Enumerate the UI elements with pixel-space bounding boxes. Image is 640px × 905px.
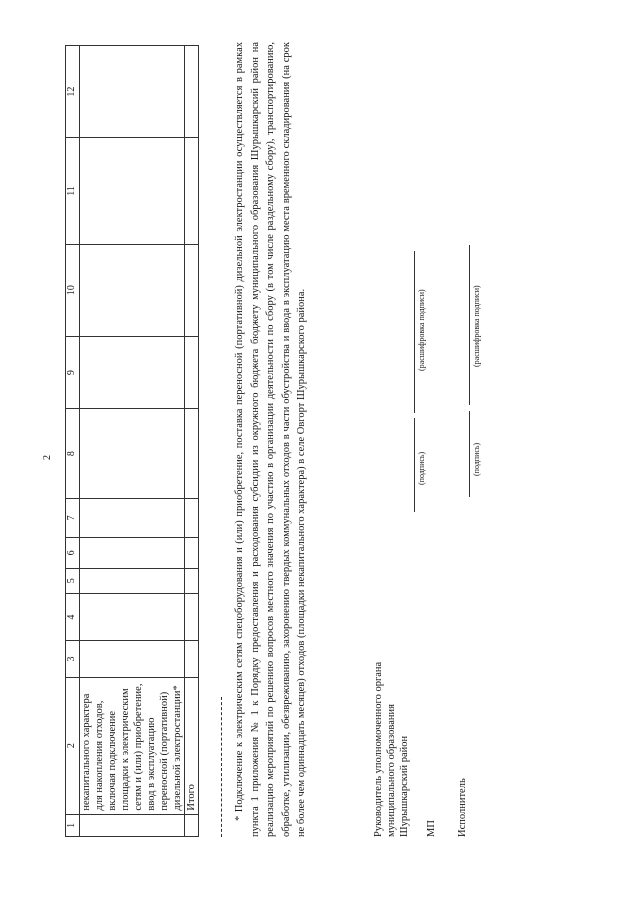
column-header: 1 [66, 814, 80, 836]
column-header: 12 [66, 46, 80, 138]
head-label-line: Руководитель уполномоченного органа [373, 661, 384, 837]
column-header: 7 [66, 498, 80, 537]
column-header: 3 [66, 641, 80, 677]
row-total-label: Итого [185, 677, 199, 814]
table-cell [80, 336, 185, 409]
footnote-text: * Подключение к электрическим сетям спецоборудования и (или) приобретение, поставка переносной (портативной) дизельной электростанции осуществляется в рамках пункта 1 приложения № 1 к Порядку предоставления и расходования субсидии из окружного бюджета бюджету муниципального образования Шурышкарский район на реализацию мероприятий по решению вопросов местного значения по участию в организации деятельности по сбору (в том числе раздельному сбору), транспортированию, обработке, утилизации, обезвреживанию, захоронению твердых коммунальных отходов в части обустройства и ввода в эксплуатацию места временного складирования (на срок не более чем одиннадцать месяцев) отходов (площадки некапитального характера) в селе Овгорт Шурышкарского района. [234, 42, 308, 837]
table-cell [185, 814, 199, 836]
table-cell [185, 641, 199, 677]
table-cell [80, 537, 185, 568]
footnote-separator [221, 697, 222, 837]
executor-transcript-line [469, 245, 470, 405]
table-cell [185, 498, 199, 537]
table-cell [185, 138, 199, 244]
table-cell [185, 593, 199, 641]
table-cell [185, 537, 199, 568]
column-header: 8 [66, 409, 80, 498]
head-label-line: муниципального образования [386, 704, 397, 837]
head-signature-label [372, 662, 411, 837]
head-label-line: Шурышкарский район [399, 735, 410, 837]
head-signature-caption: (подпись) [417, 451, 426, 485]
column-header: 11 [66, 138, 80, 244]
column-header: 5 [66, 568, 80, 593]
table-header-row [66, 46, 80, 837]
executor-transcript-caption: (расшифровка подписи) [472, 285, 481, 367]
row-description: некапитального характера для накопления отходов, включая подключение площадки к электрическим сетям и (или) приобретение, ввод в эксплуатацию переносной (портативной) дизельной электростанции* [80, 677, 185, 814]
table-cell [80, 641, 185, 677]
table-row-total [185, 46, 199, 837]
head-transcript-line [414, 251, 415, 413]
table-cell [80, 498, 185, 537]
column-header: 9 [66, 336, 80, 409]
executor-label: Исполнитель [457, 778, 468, 837]
head-transcript-caption: (расшифровка подписи) [417, 289, 426, 371]
head-signature-line [414, 418, 415, 512]
executor-signature-caption: (подпись) [472, 442, 481, 476]
table-row [80, 46, 185, 837]
column-header: 10 [66, 244, 80, 336]
table-cell [80, 568, 185, 593]
table-cell [80, 814, 185, 836]
executor-signature-line [469, 411, 470, 497]
table-cell [185, 409, 199, 498]
column-header: 6 [66, 537, 80, 568]
column-header: 2 [66, 677, 80, 814]
table-cell [185, 568, 199, 593]
table-cell [80, 593, 185, 641]
table-cell [185, 336, 199, 409]
table-cell [185, 46, 199, 138]
table-cell [80, 409, 185, 498]
table-cell [80, 244, 185, 336]
table-cell [80, 138, 185, 244]
table-cell [80, 46, 185, 138]
page-number: 2 [42, 455, 53, 460]
column-header: 4 [66, 593, 80, 641]
table-cell [185, 244, 199, 336]
mp-stamp-label: МП [426, 820, 437, 837]
budget-table [65, 45, 199, 837]
